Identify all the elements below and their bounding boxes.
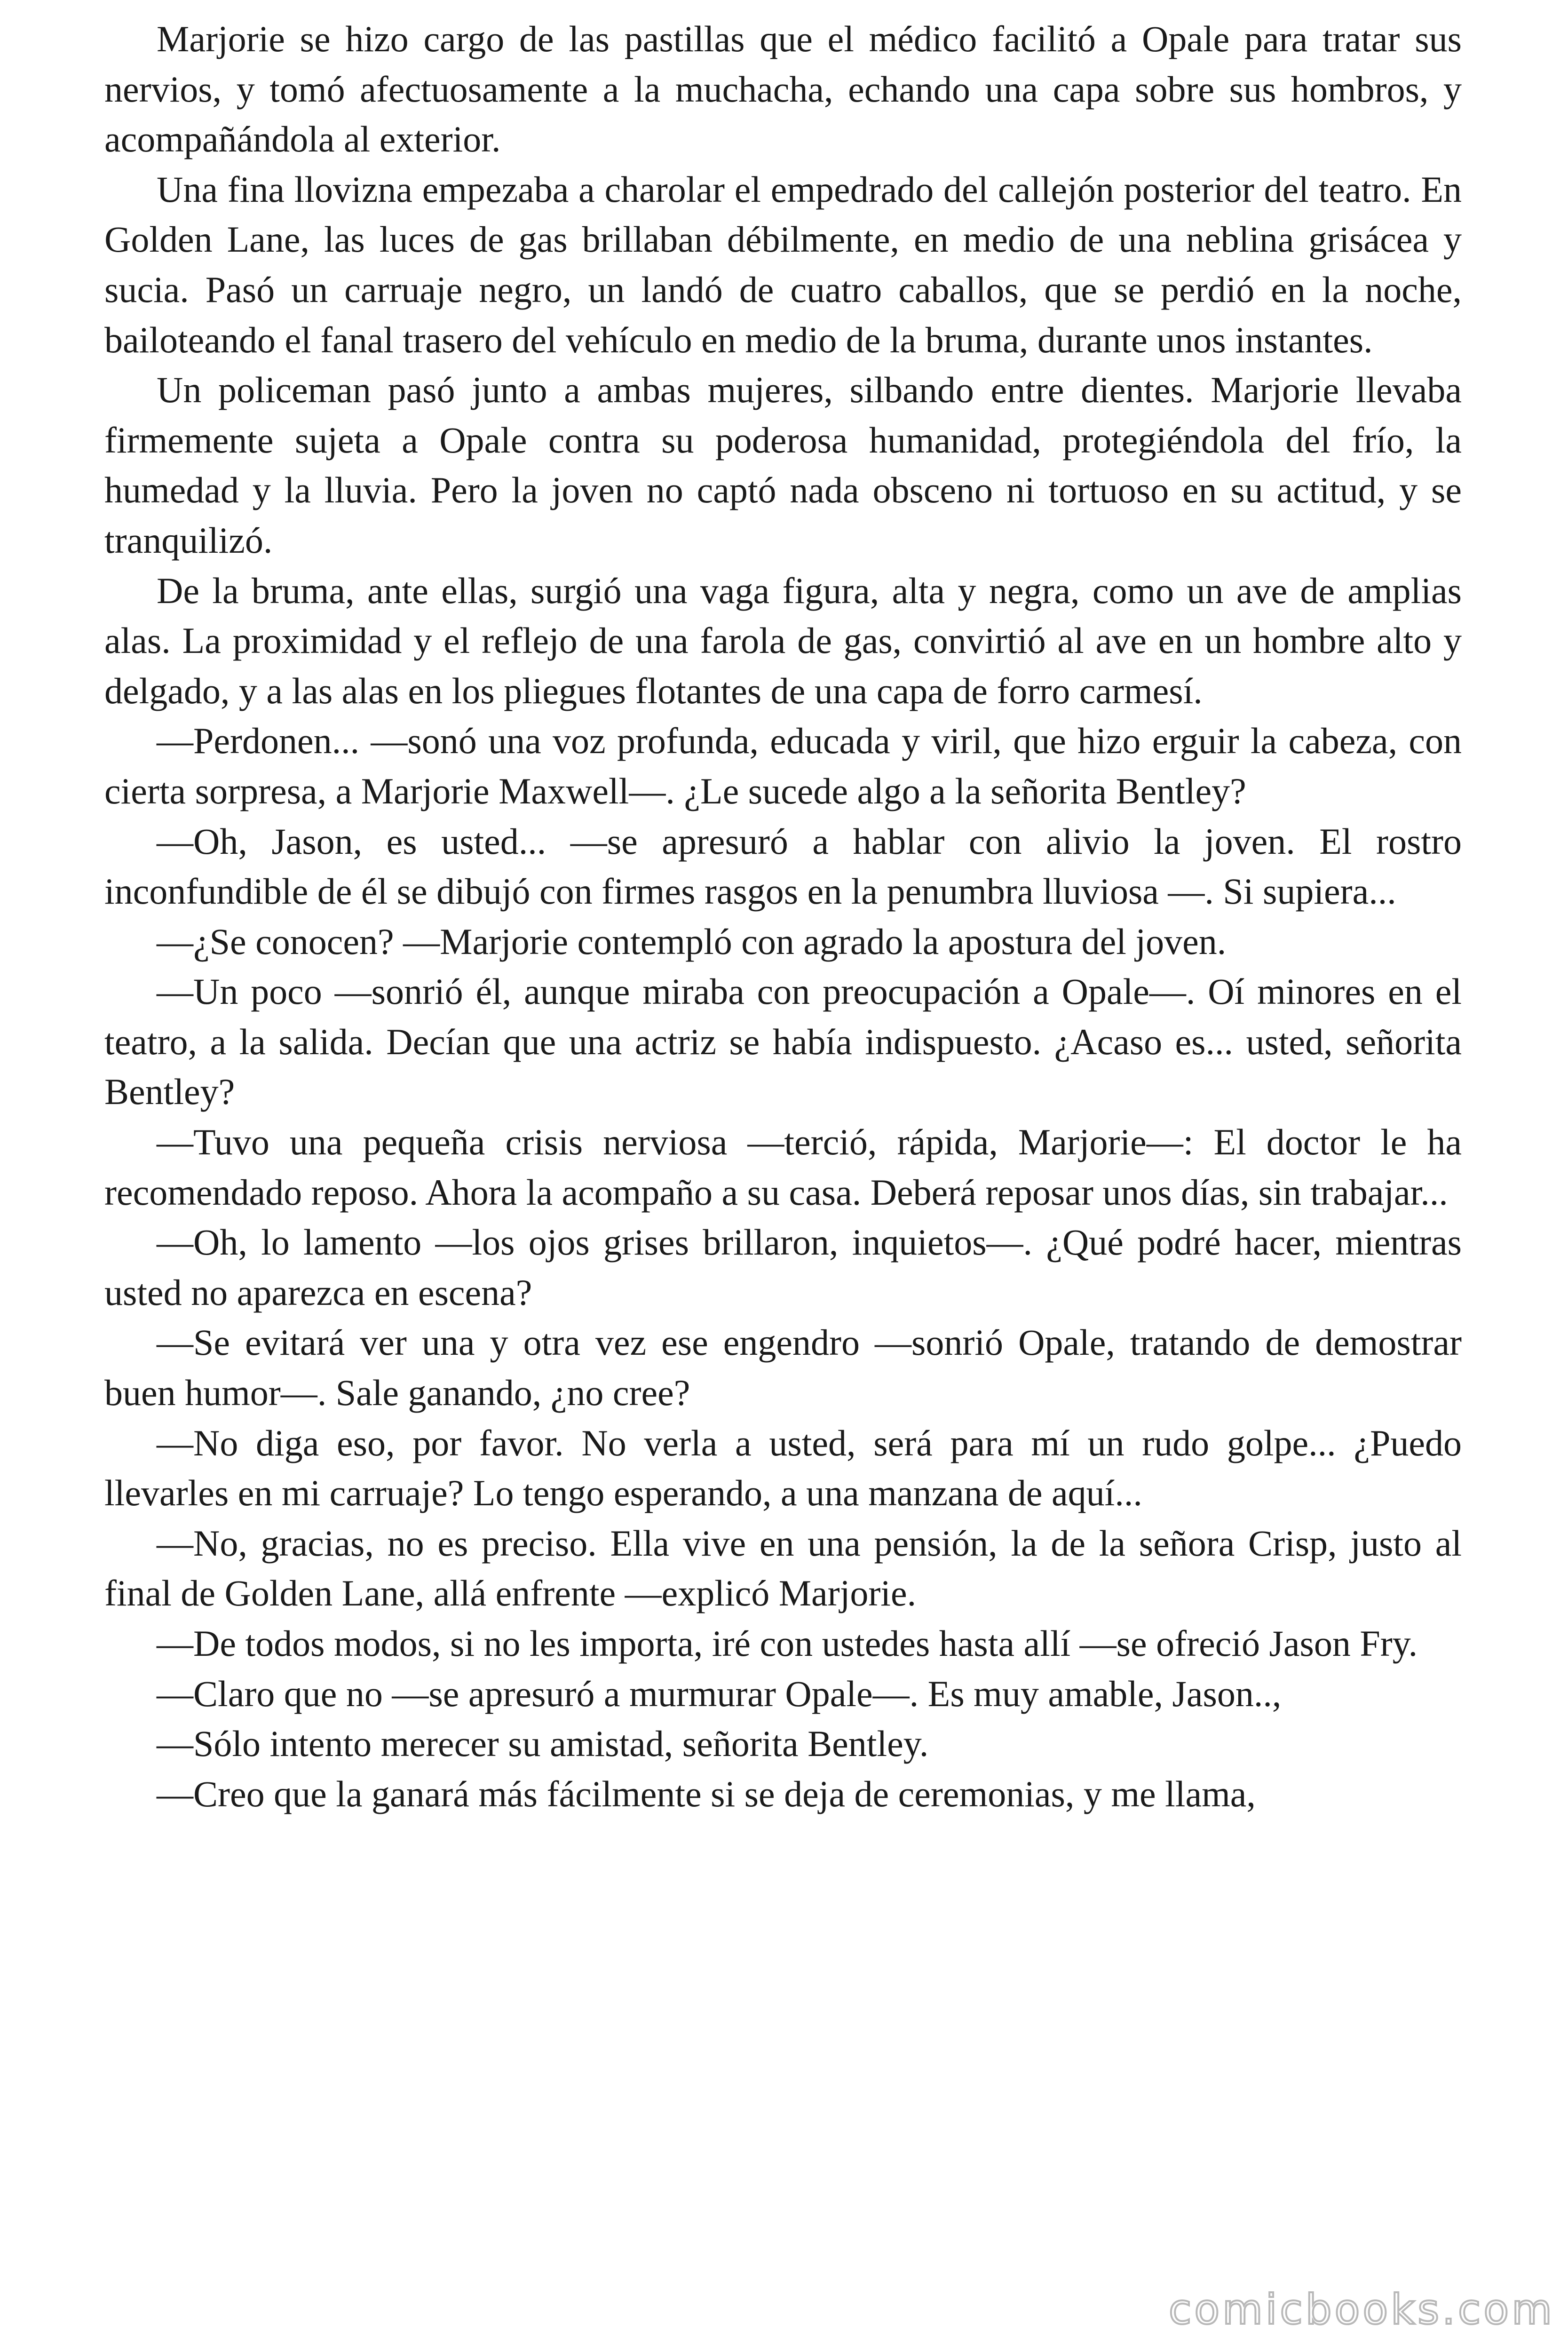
paragraph-2: Una fina llovizna empezaba a charolar el empedrado del callejón posterior del teatro. En Golden Lane, las luces de gas brillaban débilmente, en medio de una neblina grisácea y sucia. Pasó un carruaje negro, un landó de cuatro caballos, que se perdió en la noche, bailoteando el fanal trasero del vehículo en medio de la bruma, durante unos instantes. (104, 168, 1462, 360)
paragraph-3: Un policeman pasó junto a ambas mujeres, silbando entre dientes. Marjorie llevaba firmemente sujeta a Opale contra su poderosa humanidad, protegiéndola del frío, la humedad y la lluvia. Pero la joven no captó nada obsceno ni tortuoso en su actitud, y se tranquilizó. (104, 369, 1462, 561)
paragraph-17: —Creo que la ganará más fácilmente si se deja de ceremonias, y me llama, (157, 1773, 1256, 1814)
paragraph-9: —Tuvo una pequeña crisis nerviosa —terció, rápida, Marjorie—: El doctor le ha recomendado reposo. Ahora la acompaño a su casa. Deberá reposar unos días, sin trabajar... (104, 1121, 1462, 1213)
paragraph-7: —¿Se conocen? —Marjorie contempló con agrado la apostura del joven. (157, 921, 1227, 962)
paragraph-1: Marjorie se hizo cargo de las pastillas que el médico facilitó a Opale para tratar sus nervios, y tomó afectuosamente a la muchacha, echando una capa sobre sus hombros, y acompañándola al exterior. (104, 18, 1462, 160)
paragraph-4: De la bruma, ante ellas, surgió una vaga figura, alta y negra, como un ave de amplias alas. La proximidad y el reflejo de una farola de gas, convirtió al ave en un hombre alto y delgado, y a las alas en los pliegues flotantes de una capa de forro carmesí. (104, 570, 1462, 711)
paragraph-13: —No, gracias, no es preciso. Ella vive en una pensión, la de la señora Crisp, justo al final de Golden Lane, allá enfrente —explicó Marjorie. (104, 1522, 1462, 1614)
paragraph-16: —Sólo intento merecer su amistad, señorita Bentley. (157, 1723, 929, 1764)
watermark: comicbooks.com (1168, 2285, 1555, 2334)
paragraph-5: —Perdonen... —sonó una voz profunda, educada y viril, que hizo erguir la cabeza, con cierta sorpresa, a Marjorie Maxwell—. ¿Le sucede algo a la señorita Bentley? (104, 720, 1462, 811)
paragraph-15: —Claro que no —se apresuró a murmurar Opale—. Es muy amable, Jason.., (157, 1673, 1282, 1714)
paragraph-14: —De todos modos, si no les importa, iré con ustedes hasta allí —se ofreció Jason Fry. (157, 1623, 1418, 1664)
paragraph-8: —Un poco —sonrió él, aunque miraba con preocupación a Opale—. Oí minores en el teatro, a la salida. Decían que una actriz se había indispuesto. ¿Acaso es... usted, señorita Bentley? (104, 971, 1462, 1112)
body-text (104, 14, 1462, 1819)
paragraph-11: —Se evitará ver una y otra vez ese engendro —sonrió Opale, tratando de demostrar buen humor—. Sale ganando, ¿no cree? (104, 1322, 1462, 1414)
paragraph-10: —Oh, lo lamento —los ojos grises brillaron, inquietos—. ¿Qué podré hacer, mientras usted no aparezca en escena? (104, 1222, 1462, 1313)
paragraph-12: —No diga eso, por favor. No verla a usted, será para mí un rudo golpe... ¿Puedo llevarles en mi carruaje? Lo tengo esperando, a una manzana de aquí... (104, 1422, 1462, 1514)
paragraph-6: —Oh, Jason, es usted... —se apresuró a hablar con alivio la joven. El rostro inconfundible de él se dibujó con firmes rasgos en la penumbra lluviosa —. Si supiera... (104, 820, 1462, 912)
